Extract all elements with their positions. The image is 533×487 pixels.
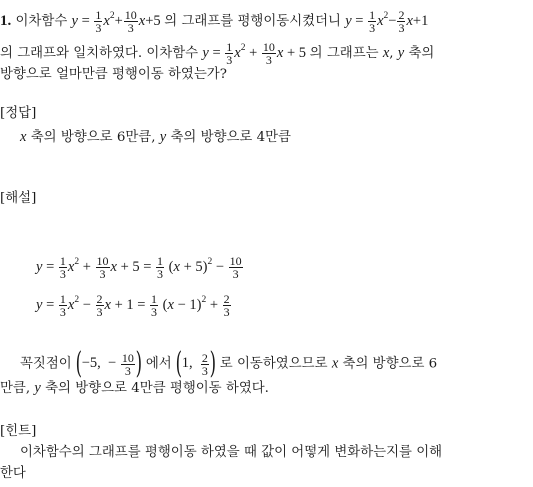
solution-text: 축의 방향으로 4만큼 평행이동 하였다. — [45, 381, 269, 396]
hint-label: [힌트] — [0, 424, 37, 439]
math-x: x — [20, 129, 27, 145]
solution-text: 축의 방향으로 6 — [342, 356, 438, 372]
problem-line-2: 의 그래프와 일치하였다. 이차함수 y = $\frac{1}{3}$ $x^2$ + $\frac{10}{3}$ x + 5 의 그래프는 x, y 축의 — [0, 40, 435, 68]
equation-original: y = $\frac{1}{3}$ $x^2$ + $\frac{10}{3}$ x + 5 — [202, 40, 310, 68]
solution-equation-2: y = $\frac{1}{3}$ $x^2$ − $\frac{2}{3}$ x + 1 = $\frac{1}{3}$ $(x - 1)^2$ + $\frac{2}{3}$ — [36, 292, 230, 320]
problem-text: 의 그래프와 일치하였다. 이차함수 — [0, 46, 199, 61]
answer-part-2: 축의 방향으로 4만큼 — [170, 130, 291, 145]
solution-text: 꼭짓점이 — [20, 356, 72, 372]
answer-label: [정답] — [0, 106, 37, 121]
problem-number: 1. — [0, 13, 12, 29]
equation-original: y = $\frac{1}{3}$ $x^2+$ $\frac{10}{3}$ x+5 — [71, 8, 165, 36]
answer-text — [20, 127, 291, 148]
math-y: y — [34, 380, 41, 396]
math-y: y — [397, 45, 405, 61]
vertex-before: (−5, − $\frac{10}{3}$ ) — [75, 346, 142, 381]
problem-line-1 — [0, 6, 428, 34]
solution-label: [해설] — [0, 191, 37, 206]
vertex-after: (1, $\frac{2}{3}$ ) — [175, 346, 216, 381]
problem-text: 의 그래프는 — [309, 46, 379, 61]
solution-paragraph-1 — [20, 346, 438, 381]
answer-part-1: 축의 방향으로 6만큼, — [30, 130, 156, 145]
problem-text: 의 그래프를 평행이동시켰더니 — [164, 14, 341, 29]
solution-text: 에서 — [145, 356, 172, 372]
problem-line-3: 방향으로 얼마만큼 평행이동 하였는가? — [0, 67, 227, 82]
solution-paragraph-2 — [0, 378, 269, 399]
problem-text: 축의 — [408, 46, 435, 61]
solution-text: 만큼, — [0, 381, 31, 396]
math-x: x — [331, 355, 339, 372]
math-x: x — [382, 45, 390, 61]
solution-text: 로 이동하였으므로 — [219, 356, 328, 372]
equation-target: y = $\frac{1}{3}$ $x^2-$ $\frac{2}{3}$ x+1 — [345, 8, 429, 36]
problem-text: 이차함수 — [15, 14, 68, 29]
math-y: y — [159, 129, 167, 145]
hint-line-2: 한다 — [0, 466, 26, 481]
solution-equation-1: y = $\frac{1}{3}$ $x^2$ + $\frac{10}{3}$ x + 5 = $\frac{1}{3}$ $(x + 5)^2$ − $\frac{10}{3}$ — [36, 254, 242, 282]
hint-line-1: 이차함수의 그래프를 평행이동 하였을 때 값이 어떻게 변화하는지를 이해 — [20, 445, 443, 460]
